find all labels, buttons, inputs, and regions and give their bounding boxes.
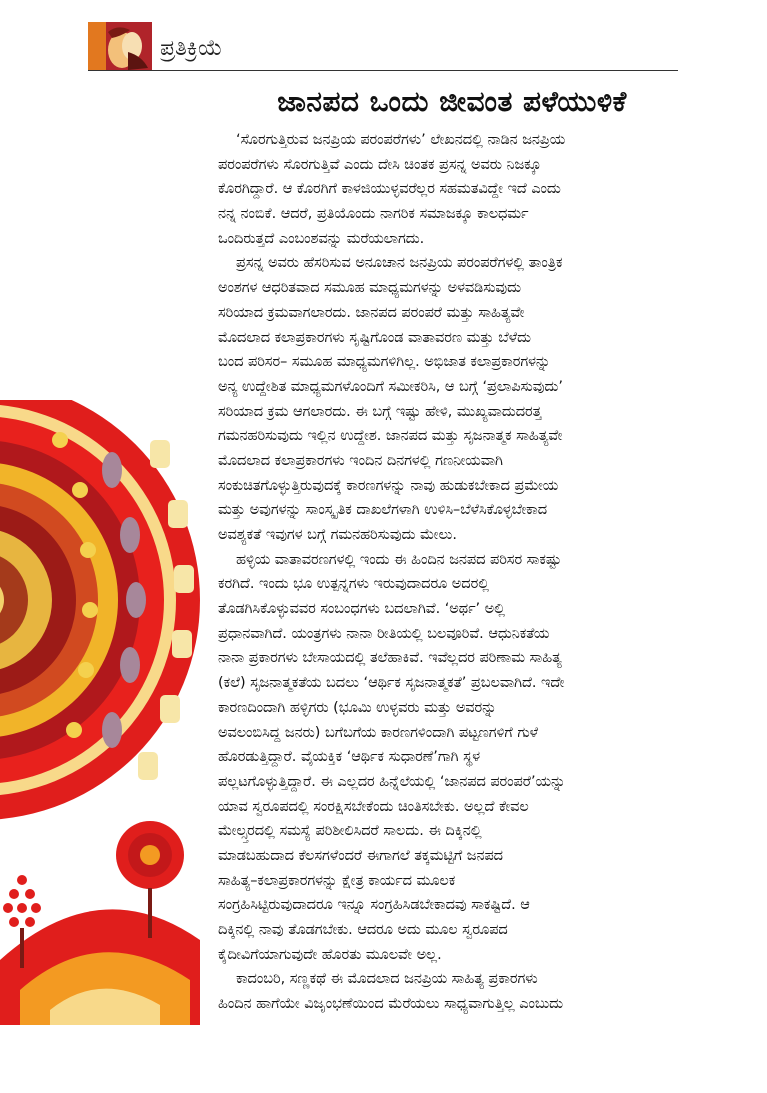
body-line: ಮಾಡಬಹುದಾದ ಕೆಲಸಗಳೆಂದರೆ ಈಗಾಗಲೆ ತಕ್ಕಮಟ್ಟಿಗೆ ಜನಪದ xyxy=(218,847,503,864)
body-line: ಗಮನಹರಿಸುವುದು ಇಲ್ಲಿನ ಉದ್ದೇಶ. ಜಾನಪದ ಮತ್ತು ಸೃಜನಾತ್ಮಕ ಸಾಹಿತ್ಯವೇ xyxy=(218,428,563,445)
body-line: ಕೈದೀವಿಗೆಯಾಗುವುದೇ ಹೊರತು ಮೂಲವೇ ಅಲ್ಲ. xyxy=(218,946,442,963)
body-line: ಸಂಗ್ರಹಿಸಿಟ್ಟಿರುವುದಾದರೂ ಇನ್ನೂ ಸಂಗ್ರಹಿಸಿಡಬೇಕಾದವು ಸಾಕಷ್ಟಿದೆ. ಆ xyxy=(218,897,530,914)
body-line: ಸಾಹಿತ್ಯ–ಕಲಾಪ್ರಕಾರಗಳನ್ನು ಕ್ಷೇತ್ರ ಕಾರ್ಯದ ಮೂಲಕ xyxy=(218,872,456,889)
body-line: ಮತ್ತು ಅವುಗಳನ್ನು ಸಾಂಸ್ಕೃತಿಕ ದಾಖಲೆಗಳಾಗಿ ಉಳಿಸಿ–ಬೆಳೆಸಿಕೊಳ್ಳಬೇಕಾದ xyxy=(218,502,547,519)
body-line: ಹಿಂದಿನ ಹಾಗೆಯೇ ವಿಜೃಂಭಣೆಯಿಂದ ಮೆರೆಯಲು ಸಾಧ್ಯವಾಗುತ್ತಿಲ್ಲ ಎಂಬುದು xyxy=(218,996,564,1013)
body-line: ಮೇಲ್ಸ್ತರದಲ್ಲಿ ಸಮಸ್ಯೆ ಪರಿಶೀಲಿಸಿದರೆ ಸಾಲದು. ಈ ದಿಕ್ಕಿನಲ್ಲಿ xyxy=(218,823,482,840)
section-label: ಪ್ರತಿಕ್ರಿಯೆ xyxy=(160,36,223,61)
body-line: ಹಳ್ಳಿಯ ವಾತಾವರಣಗಳಲ್ಲಿ ಇಂದು ಈ ಹಿಂದಿನ ಜನಪದ ಪರಿಸರ ಸಾಕಷ್ಟು xyxy=(236,551,562,568)
body-line: ಕಾರಣದಿಂದಾಗಿ ಹಳ್ಳಿಗರು (ಭೂಮಿ ಉಳ್ಳವರು ಮತ್ತು ಅವರನ್ನು xyxy=(218,699,497,716)
body-line: ಸರಿಯಾದ ಕ್ರಮ ಆಗಲಾರದು. ಈ ಬಗ್ಗೆ ಇಷ್ಟು ಹೇಳಿ, ಮುಖ್ಯವಾದುದರತ್ತ xyxy=(218,403,542,420)
section-logo xyxy=(88,22,152,70)
body-line: ಅವಶ್ಯಕತೆ ಇವುಗಳ ಬಗ್ಗೆ ಗಮನಹರಿಸುವುದು ಮೇಲು. xyxy=(218,527,457,543)
body-line: ಒಂದಿರುತ್ತದೆ ಎಂಬಂಶವನ್ನು ಮರೆಯಲಾಗದು. xyxy=(218,230,425,247)
body-line: ಮೊದಲಾದ ಕಲಾಪ್ರಕಾರಗಳು ಸೃಷ್ಟಿಗೊಂಡ ವಾತಾವರಣ ಮತ್ತು ಬೆಳೆದು xyxy=(218,329,531,346)
body-line: ಪ್ರಸನ್ನ ಅವರು ಹೆಸರಿಸುವ ಅನೂಚಾನ ಜನಪ್ರಿಯ ಪರಂಪರೆಗಳಲ್ಲಿ ತಾಂತ್ರಿಕ xyxy=(236,255,563,272)
body-line: ಸಂಕುಚಿತಗೊಳ್ಳುತ್ತಿರುವುದಕ್ಕೆ ಕಾರಣಗಳನ್ನು ನಾವು ಹುಡುಕಬೇಕಾದ ಪ್ರಮೇಯ xyxy=(218,477,559,494)
body-line: ಕಾದಂಬರಿ, ಸಣ್ಣಕಥೆ ಈ ಮೊದಲಾದ ಜನಪ್ರಿಯ ಸಾಹಿತ್ಯ ಪ್ರಕಾರಗಳು xyxy=(236,971,538,988)
body-line: ‘ಸೊರಗುತ್ತಿರುವ ಜನಪ್ರಿಯ ಪರಂಪರೆಗಳು’ ಲೇಖನದಲ್ಲಿ ನಾಡಿನ ಜನಪ್ರಿಯ xyxy=(236,132,566,148)
body-line: ಪರಂಪರೆಗಳು ಸೊರಗುತ್ತಿವೆ ಎಂದು ದೇಸಿ ಚಿಂತಕ ಪ್ರಸನ್ನ ಅವರು ನಿಜಕ್ಕೂ xyxy=(218,156,542,173)
decorative-folk-art xyxy=(0,400,200,1025)
body-line: (ಕಲೆ) ಸೃಜನಾತ್ಮಕತೆಯ ಬದಲು ‘ಆರ್ಥಿಕ ಸೃಜನಾತ್ಮಕತೆ’ ಪ್ರಬಲವಾಗಿದೆ. ಇದೇ xyxy=(218,675,565,692)
body-line: ಅವಲಂಬಿಸಿದ್ದ ಜನರು) ಬಗೆಬಗೆಯ ಕಾರಣಗಳಿಂದಾಗಿ ಪಟ್ಟಣಗಳಿಗೆ ಗುಳೆ xyxy=(218,724,539,741)
article-body xyxy=(218,128,680,1017)
page-header xyxy=(88,22,678,72)
body-line: ದಿಕ್ಕಿನಲ್ಲಿ ನಾವು ತೊಡಗಬೇಕು. ಆದರೂ ಅದು ಮೂಲ ಸ್ವರೂಪದ xyxy=(218,922,508,938)
body-line: ನನ್ನ ನಂಬಿಕೆ. ಆದರೆ, ಪ್ರತಿಯೊಂದು ನಾಗರಿಕ ಸಮಾಜಕ್ಕೂ ಕಾಲಧರ್ಮ xyxy=(218,206,529,223)
body-line: ತೊಡಗಿಸಿಕೊಳ್ಳುವವರ ಸಂಬಂಧಗಳು ಬದಲಾಗಿವೆ. ‘ಅರ್ಥ’ ಅಲ್ಲಿ xyxy=(218,601,506,618)
header-divider xyxy=(88,70,678,71)
body-line: ಪಲ್ಲಟಗೊಳ್ಳುತ್ತಿದ್ದಾರೆ. ಈ ಎಲ್ಲದರ ಹಿನ್ನೆಲೆಯಲ್ಲಿ ‘ಜಾನಪದ ಪರಂಪರೆ’ಯನ್ನು xyxy=(218,773,566,790)
body-line: ಯಾವ ಸ್ವರೂಪದಲ್ಲಿ ಸಂರಕ್ಷಿಸಬೇಕೆಂದು ಚಿಂತಿಸಬೇಕು. ಅಲ್ಲದೆ ಕೇವಲ xyxy=(218,798,529,815)
article-title: ಜಾನಪದ ಒಂದು ಜೀವಂತ ಪಳೆಯುಳಿಕೆ xyxy=(277,85,627,118)
body-line: ಕೊರಗಿದ್ದಾರೆ. ಆ ಕೊರಗಿಗೆ ಕಾಳಜಿಯುಳ್ಳವರೆಲ್ಲರ ಸಹಮತವಿದ್ದೇ ಇದೆ ಎಂದು xyxy=(218,181,561,198)
body-line: ನಾನಾ ಪ್ರಕಾರಗಳು ಬೇಸಾಯದಲ್ಲಿ ತಲೆಹಾಕಿವೆ. ಇವೆಲ್ಲದರ ಪರಿಣಾಮ ಸಾಹಿತ್ಯ xyxy=(218,650,562,667)
body-line: ಅನ್ಯ ಉದ್ದೇಶಿತ ಮಾಧ್ಯಮಗಳೊಂದಿಗೆ ಸಮೀಕರಿಸಿ, ಆ ಬಗ್ಗೆ ‘ಪ್ರಲಾಪಿಸುವುದು’ xyxy=(218,378,563,395)
body-line: ಹೊರಡುತ್ತಿದ್ದಾರೆ. ವೈಯಕ್ತಿಕ ‘ಆರ್ಥಿಕ ಸುಧಾರಣೆ’ಗಾಗಿ ಸ್ಥಳ xyxy=(218,749,481,766)
body-line: ಪ್ರಧಾನವಾಗಿದೆ. ಯಂತ್ರಗಳು ನಾನಾ ರೀತಿಯಲ್ಲಿ ಬಲವೂರಿವೆ. ಆಧುನಿಕತೆಯ xyxy=(218,625,550,642)
body-line: ಸರಿಯಾದ ಕ್ರಮವಾಗಲಾರದು. ಜಾನಪದ ಪರಂಪರೆ ಮತ್ತು ಸಾಹಿತ್ಯವೇ xyxy=(218,304,525,321)
body-line: ಬಂದ ಪರಿಸರ– ಸಮೂಹ ಮಾಧ್ಯಮಗಳಿಗಿಲ್ಲ. ಅಭಿಜಾತ ಕಲಾಪ್ರಕಾರಗಳನ್ನು xyxy=(218,354,551,371)
body-line: ಕರಗಿದೆ. ಇಂದು ಭೂ ಉತ್ಪನ್ನಗಳು ಇರುವುದಾದರೂ ಅದರಲ್ಲಿ xyxy=(218,576,490,593)
body-line: ಮೊದಲಾದ ಕಲಾಪ್ರಕಾರಗಳು ಇಂದಿನ ದಿನಗಳಲ್ಲಿ ಗಣನೀಯವಾಗಿ xyxy=(218,452,503,469)
body-line: ಅಂಶಗಳ ಆಧರಿತವಾದ ಸಮೂಹ ಮಾಧ್ಯಮಗಳನ್ನು ಅಳವಡಿಸುವುದು xyxy=(218,280,522,297)
